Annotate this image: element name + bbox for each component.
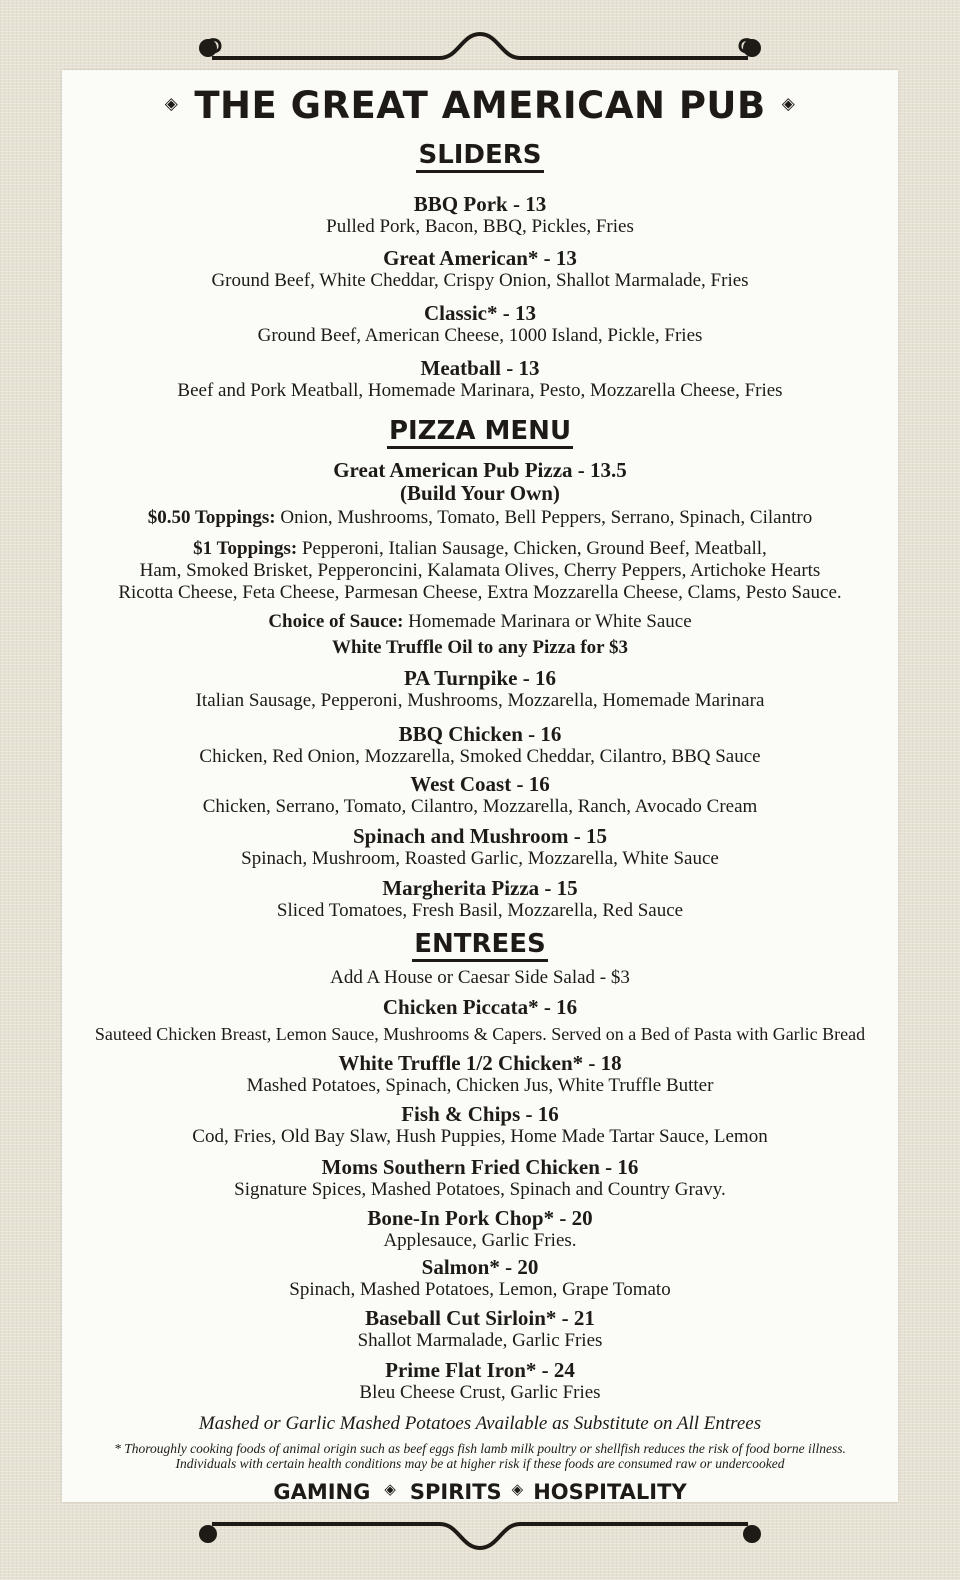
item-desc: Spinach, Mashed Potatoes, Lemon, Grape Tomato	[289, 1279, 671, 1300]
menu-item	[62, 723, 898, 768]
item-name: Salmon* - 20	[421, 1255, 539, 1279]
item-desc: Italian Sausage, Pepperoni, Mushrooms, Mozzarella, Homemade Marinara	[195, 690, 765, 711]
diamond-ornament-icon: ◈	[781, 93, 796, 114]
toppings-050-label: $0.50 Toppings:	[147, 507, 276, 528]
item-desc: Chicken, Serrano, Tomato, Cilantro, Mozzarella, Ranch, Avocado Cream	[202, 796, 758, 817]
menu-item	[62, 302, 898, 347]
item-name: Spinach and Mushroom - 15	[352, 824, 607, 848]
disclaimer-line1: * Thoroughly cooking foods of animal origin such as beef eggs fish lamb milk poultry or shellfish reduces the risk of food borne illness.	[114, 1441, 846, 1456]
menu-item	[62, 247, 898, 292]
title-text: THE GREAT AMERICAN PUB	[194, 84, 766, 127]
menu-item	[62, 193, 898, 238]
diamond-ornament-icon: ◈	[164, 93, 179, 114]
item-name: Great American* - 13	[383, 246, 577, 270]
menu-item	[62, 667, 898, 712]
item-name: BBQ Pork - 13	[413, 192, 547, 216]
toppings-050-list: Onion, Mushrooms, Tomato, Bell Peppers, Serrano, Spinach, Cilantro	[275, 507, 813, 528]
menu-item	[62, 1359, 898, 1404]
menu-item	[62, 1103, 898, 1148]
item-desc: Sliced Tomatoes, Fresh Basil, Mozzarella, Red Sauce	[276, 900, 684, 921]
item-name: Baseball Cut Sirloin* - 21	[365, 1306, 595, 1330]
truffle-note: White Truffle Oil to any Pizza for $3	[331, 637, 629, 658]
footer-tagline	[0, 1480, 960, 1504]
toppings-1-line3: Ricotta Cheese, Feta Cheese, Parmesan Cheese, Extra Mozzarella Cheese, Clams, Pesto Sauce.	[118, 582, 842, 603]
footer-hospitality: HOSPITALITY	[533, 1480, 687, 1504]
toppings-1-label: $1 Toppings:	[193, 538, 298, 559]
diamond-ornament-icon: ◈	[384, 1480, 396, 1498]
side-salad-note: Add A House or Caesar Side Salad - $3	[330, 967, 630, 988]
section-heading-entrees: ENTREES	[62, 929, 898, 962]
item-desc: Applesauce, Garlic Fries.	[383, 1230, 577, 1251]
bottom-scroll-ornament	[190, 1510, 770, 1570]
section-heading-pizza: PIZZA MENU	[62, 416, 898, 449]
item-name: Prime Flat Iron* - 24	[385, 1358, 575, 1382]
item-desc: Mashed Potatoes, Spinach, Chicken Jus, White Truffle Butter	[246, 1075, 714, 1096]
footer-gaming: GAMING	[273, 1480, 371, 1504]
item-desc: Spinach, Mushroom, Roasted Garlic, Mozzarella, White Sauce	[241, 848, 719, 869]
build-your-own-pizza	[62, 459, 898, 505]
item-desc: Chicken, Red Onion, Mozzarella, Smoked Cheddar, Cilantro, BBQ Sauce	[199, 746, 761, 767]
section-heading-sliders: SLIDERS	[62, 140, 898, 173]
item-subtitle: (Build Your Own)	[400, 481, 560, 505]
menu-item	[62, 1256, 898, 1301]
substitute-note: Mashed or Garlic Mashed Potatoes Available as Substitute on All Entrees	[198, 1413, 762, 1434]
item-name: Fish & Chips - 16	[401, 1102, 559, 1126]
item-name: BBQ Chicken - 16	[398, 722, 562, 746]
sauce-options: Homemade Marinara or White Sauce	[403, 611, 692, 632]
toppings-1-line1: Pepperoni, Italian Sausage, Chicken, Ground Beef, Meatball,	[297, 538, 767, 559]
toppings-050	[62, 507, 898, 529]
menu-item	[62, 1156, 898, 1201]
item-name: PA Turnpike - 16	[404, 666, 556, 690]
top-scroll-ornament	[190, 12, 770, 72]
item-desc: Ground Beef, American Cheese, 1000 Island, Pickle, Fries	[257, 325, 703, 346]
footer-spirits: SPIRITS	[409, 1480, 502, 1504]
item-name: Great American Pub Pizza - 13.5	[333, 458, 627, 482]
menu-item	[62, 1307, 898, 1352]
menu-item	[62, 357, 898, 402]
page-title	[0, 84, 960, 130]
food-safety-disclaimer	[62, 1441, 898, 1471]
item-desc: Signature Spices, Mashed Potatoes, Spinach and Country Gravy.	[234, 1179, 726, 1200]
item-name: Meatball - 13	[420, 356, 540, 380]
menu-item	[62, 773, 898, 818]
item-desc: Shallot Marmalade, Garlic Fries	[357, 1330, 603, 1351]
item-name: Margherita Pizza - 15	[382, 876, 578, 900]
menu-item	[62, 825, 898, 870]
item-name: Bone-In Pork Chop* - 20	[367, 1206, 593, 1230]
item-name: Classic* - 13	[424, 301, 536, 325]
diamond-ornament-icon: ◈	[511, 1480, 524, 1498]
item-desc: Ground Beef, White Cheddar, Crispy Onion, Shallot Marmalade, Fries	[211, 270, 749, 291]
item-desc: Beef and Pork Meatball, Homemade Marinara, Pesto, Mozzarella Cheese, Fries	[177, 380, 783, 401]
menu-item	[62, 877, 898, 922]
item-name: Chicken Piccata* - 16	[382, 995, 578, 1019]
toppings-1	[62, 538, 898, 604]
item-name: West Coast - 16	[410, 772, 550, 796]
menu-item	[62, 1207, 898, 1252]
menu-item	[62, 1052, 898, 1097]
toppings-1-line2: Ham, Smoked Brisket, Pepperoncini, Kalamata Olives, Cherry Peppers, Artichoke Hearts	[139, 560, 821, 581]
disclaimer-line2: Individuals with certain health conditions may be at higher risk if these foods are consumed raw or undercooked	[175, 1456, 785, 1471]
sauce-label: Choice of Sauce:	[268, 611, 404, 632]
item-desc: Pulled Pork, Bacon, BBQ, Pickles, Fries	[326, 216, 634, 237]
sauce-choice	[62, 611, 898, 633]
item-desc: Cod, Fries, Old Bay Slaw, Hush Puppies, Home Made Tartar Sauce, Lemon	[192, 1126, 768, 1147]
item-desc: Sauteed Chicken Breast, Lemon Sauce, Mushrooms & Capers. Served on a Bed of Pasta with Garlic Bread	[94, 1024, 866, 1044]
item-desc: Bleu Cheese Crust, Garlic Fries	[359, 1382, 601, 1403]
item-name: Moms Southern Fried Chicken - 16	[321, 1155, 639, 1179]
menu-item	[62, 996, 898, 1045]
item-name: White Truffle 1/2 Chicken* - 18	[338, 1051, 622, 1075]
